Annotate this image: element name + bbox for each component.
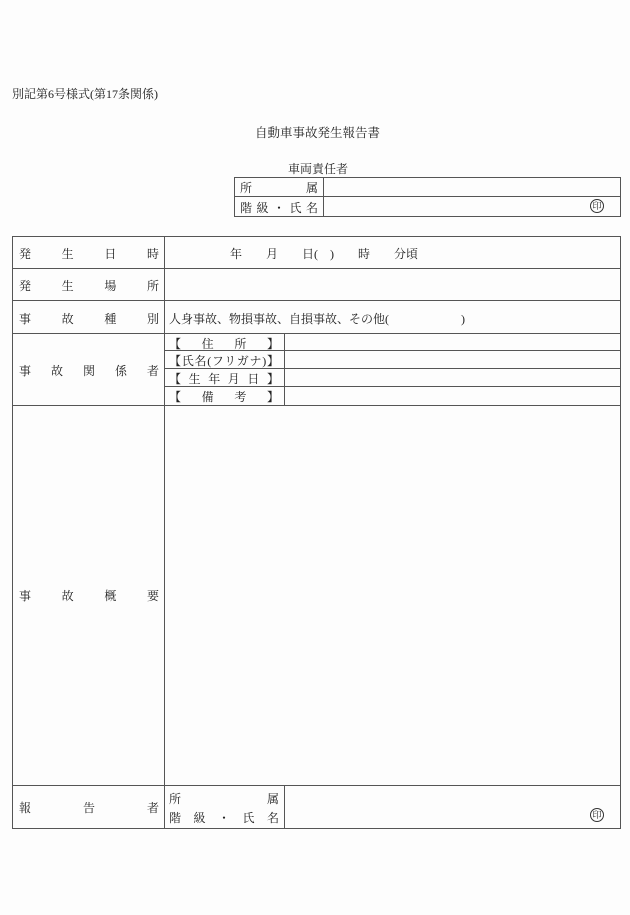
seal-mark-icon: 印 bbox=[590, 808, 604, 822]
accident-type-label: 事故種別 bbox=[19, 312, 159, 326]
vehicle-manager-affiliation-field[interactable] bbox=[324, 177, 620, 196]
party-name-field[interactable] bbox=[286, 351, 620, 368]
reporter-field[interactable] bbox=[286, 786, 620, 828]
divider bbox=[12, 300, 621, 301]
place-field[interactable] bbox=[166, 269, 620, 300]
seal-mark-icon: 印 bbox=[590, 199, 604, 213]
date-label: 発生日時 bbox=[19, 247, 159, 261]
parties-label: 事故関係者 bbox=[19, 364, 159, 378]
document-title: 自動車事故発生報告書 bbox=[255, 126, 381, 140]
reporter-label: 報告者 bbox=[19, 801, 159, 815]
party-address-field[interactable] bbox=[286, 334, 620, 350]
party-remarks-field[interactable] bbox=[286, 387, 620, 405]
form-number: 別記第6号様式(第17条関係) bbox=[12, 87, 158, 101]
reporter-affiliation-label: 所属 bbox=[169, 792, 279, 806]
divider bbox=[164, 236, 165, 829]
party-birthdate-field[interactable] bbox=[286, 369, 620, 386]
vehicle-manager-rank-name-label: 階級・氏名 bbox=[240, 201, 318, 215]
summary-field[interactable] bbox=[166, 406, 620, 784]
date-value[interactable]: 年 月 日( ) 時 分頃 bbox=[230, 247, 418, 261]
divider bbox=[284, 333, 285, 405]
party-birthdate-label: 【生年月日】 bbox=[169, 372, 279, 386]
vehicle-manager-heading: 車両責任者 bbox=[288, 162, 349, 176]
party-remarks-label: 【備考】 bbox=[169, 390, 279, 404]
divider bbox=[284, 785, 285, 829]
place-label: 発生場所 bbox=[19, 279, 159, 293]
summary-label: 事故概要 bbox=[19, 589, 159, 603]
vehicle-manager-affiliation-label: 所属 bbox=[240, 181, 318, 195]
vehicle-manager-rank-name-field[interactable] bbox=[324, 197, 620, 216]
reporter-rank-name-label: 階級・氏名 bbox=[169, 811, 279, 825]
accident-type-value[interactable]: 人身事故、物損事故、自損事故、その他( ) bbox=[169, 312, 465, 326]
party-name-label: 【氏名(フリガナ)】 bbox=[169, 354, 279, 368]
party-address-label: 【住所】 bbox=[169, 337, 279, 351]
